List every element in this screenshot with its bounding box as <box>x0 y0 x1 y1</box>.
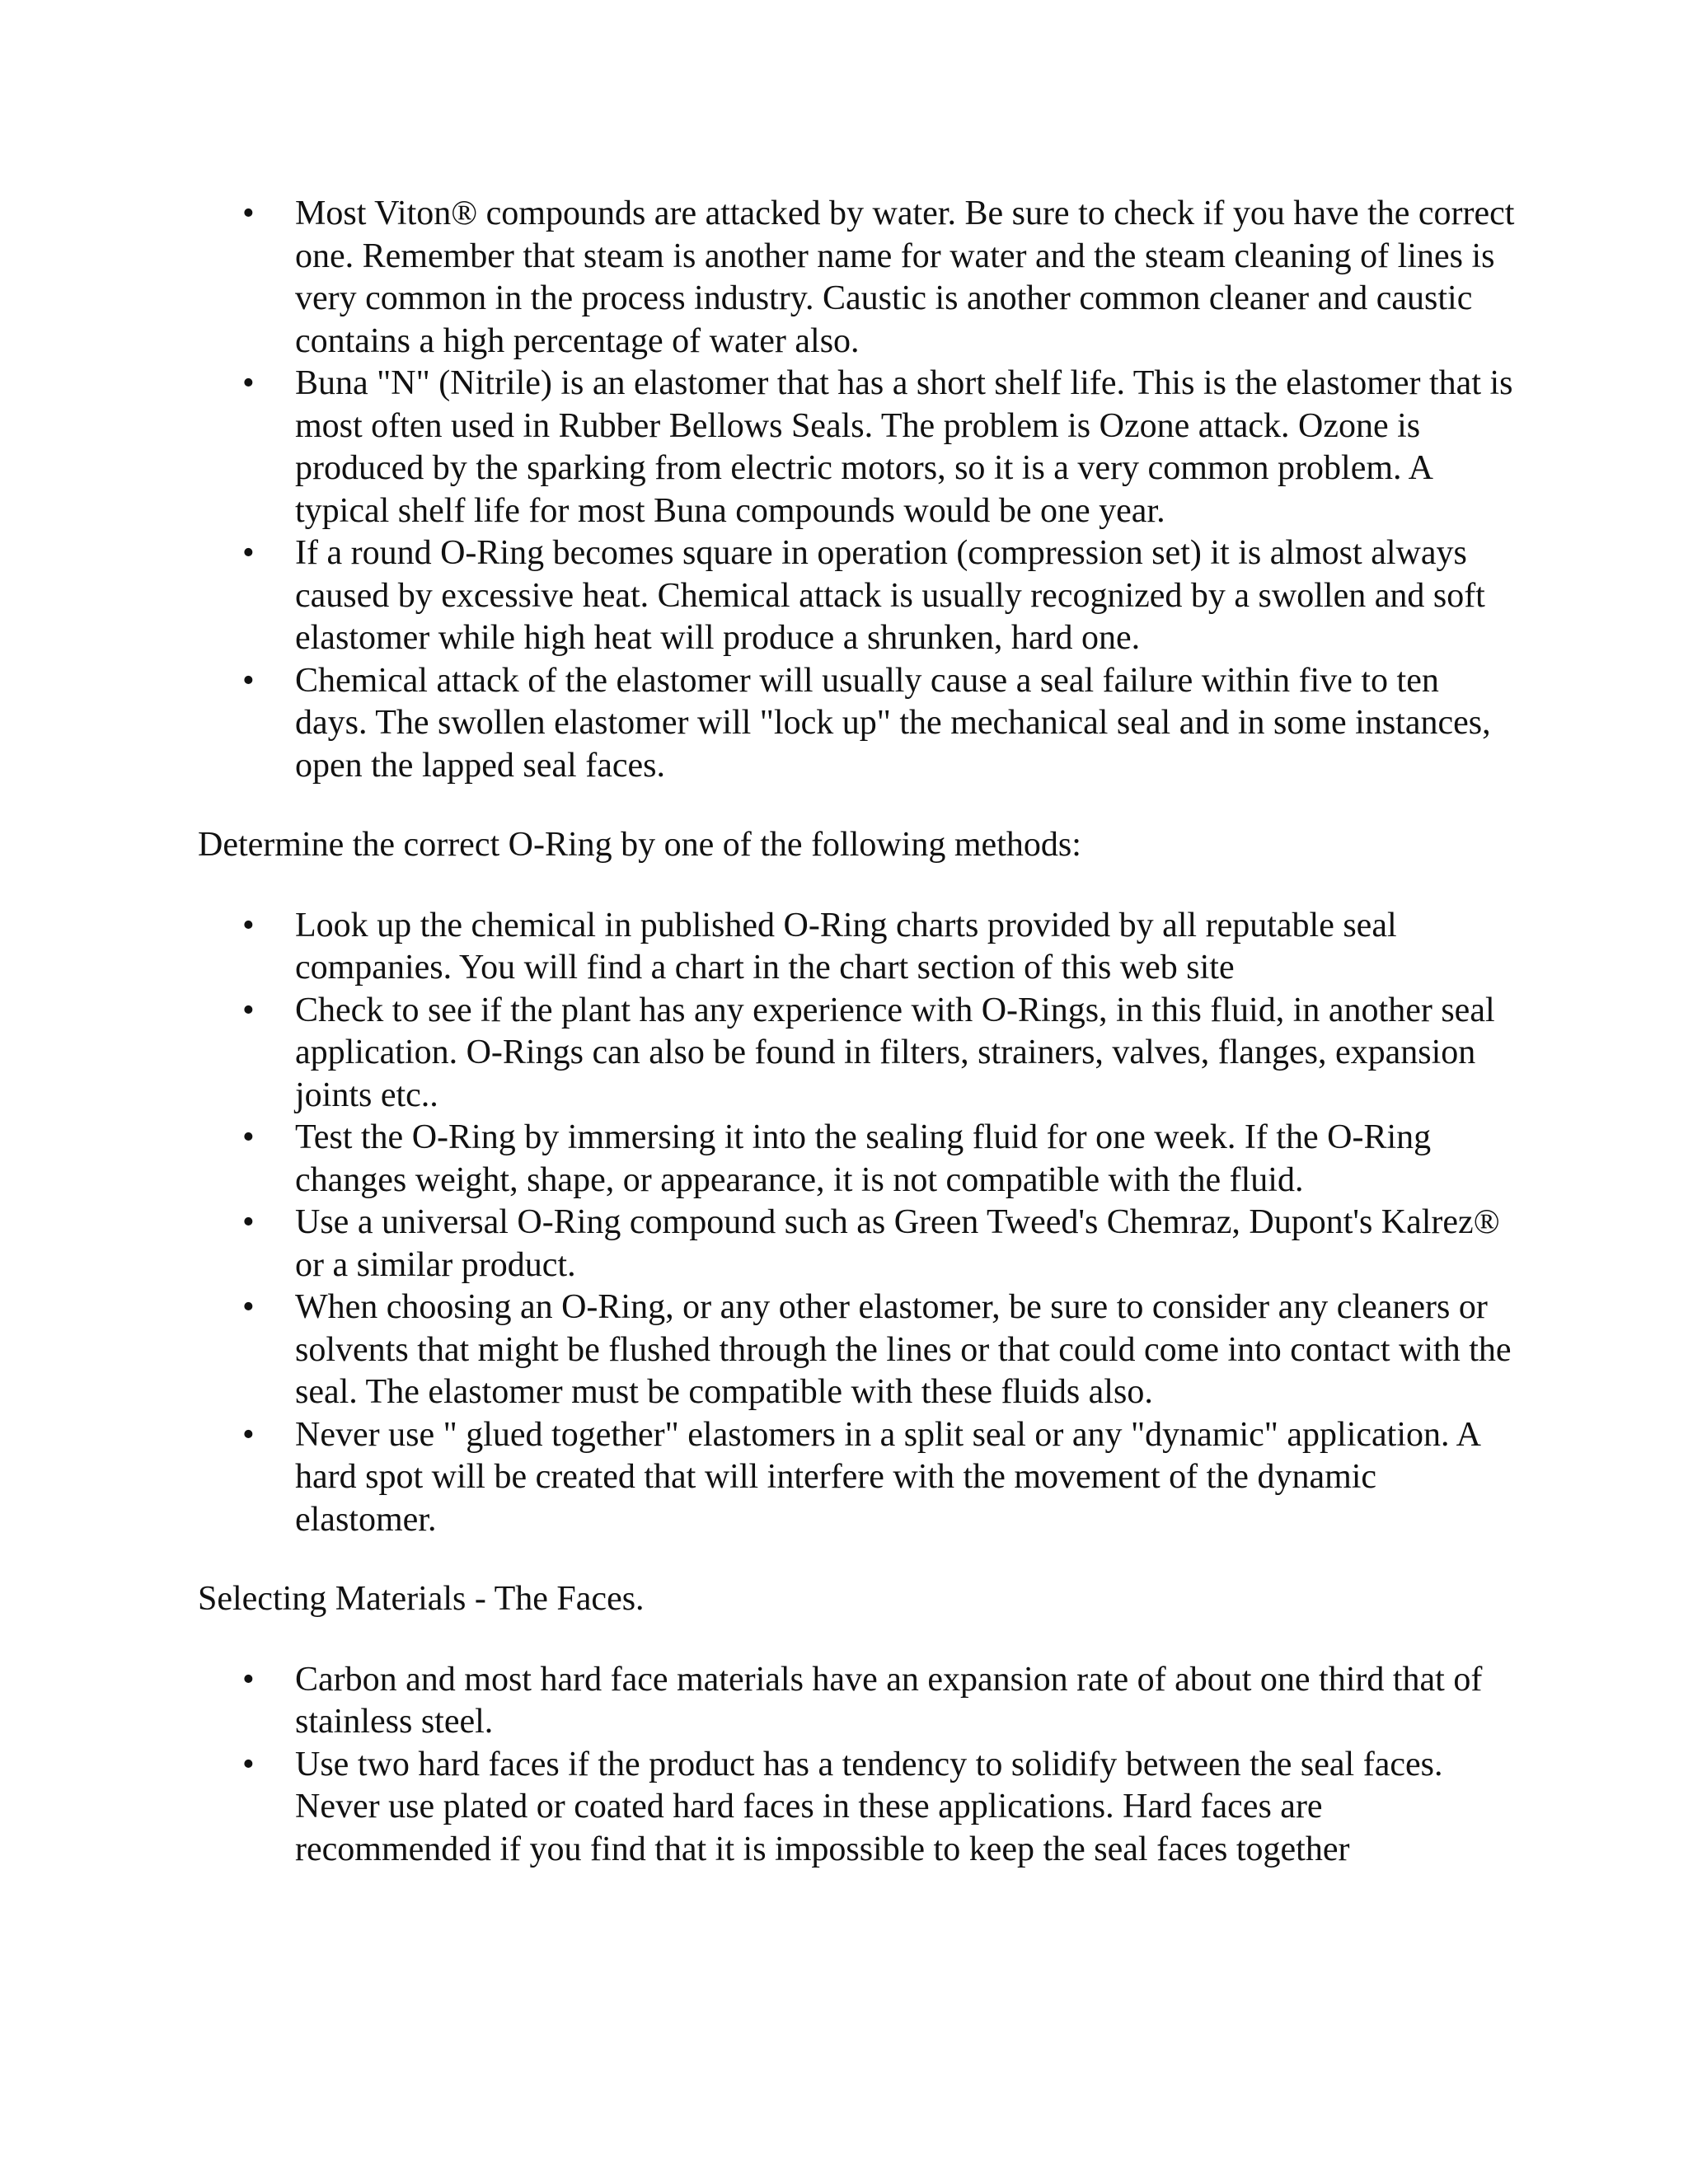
list-item-text: Carbon and most hard face materials have an expansion rate of about one third that of stainless steel. <box>295 1660 1483 1741</box>
list-item-text: Test the O-Ring by immersing it into the sealing fluid for one week. If the O-Ring changes weight, shape, or appearance, it is not compatible with the fluid. <box>295 1118 1432 1199</box>
list-item <box>198 990 1517 1118</box>
list-item <box>198 905 1517 990</box>
list-item <box>198 660 1517 788</box>
bullet-icon: • <box>242 1203 255 1241</box>
list-item-text: When choosing an O-Ring, or any other elastomer, be sure to consider any cleaners or solvents that might be flushed through the lines or that could come into contact with the seal. The elastomer must be compatible with these fluids also. <box>295 1288 1512 1411</box>
oring-methods-intro: Determine the correct O-Ring by one of the following methods: <box>198 826 1081 864</box>
list-item-text: Use a universal O-Ring compound such as Green Tweed's Chemraz, Dupont's Kalrez® or a similar product. <box>295 1203 1500 1284</box>
list-item <box>198 1414 1517 1542</box>
list-item-text: Never use " glued together" elastomers in a split seal or any "dynamic" application. A hard spot will be created that will interfere with the movement of the dynamic elastomer. <box>295 1415 1479 1539</box>
bullet-icon: • <box>242 1288 255 1326</box>
list-item-text: Use two hard faces if the product has a tendency to solidify between the seal faces. Never use plated or coated hard faces in these applications. Hard faces are recommended if you find that it is impossible to keep the seal faces together <box>295 1745 1443 1868</box>
bullet-icon: • <box>242 194 255 232</box>
bullet-icon: • <box>242 661 255 700</box>
elastomer-notes-list <box>198 193 1517 787</box>
bullet-icon: • <box>242 534 255 572</box>
list-item <box>198 1202 1517 1286</box>
bullet-icon: • <box>242 1660 255 1699</box>
list-item <box>198 1659 1517 1744</box>
list-item-text: Check to see if the plant has any experience with O-Rings, in this fluid, in another seal application. O-Rings can also be found in filters, strainers, valves, flanges, expansion joints etc.. <box>295 991 1495 1114</box>
list-item-text: Look up the chemical in published O-Ring charts provided by all reputable seal companies. You will find a chart in the chart section of this web site <box>295 906 1397 987</box>
list-item <box>198 532 1517 660</box>
bullet-icon: • <box>242 1745 255 1783</box>
oring-methods-list <box>198 905 1517 1542</box>
list-item <box>198 193 1517 363</box>
bullet-icon: • <box>242 991 255 1029</box>
list-item-text: If a round O-Ring becomes square in operation (compression set) it is almost always caused by excessive heat. Chemical attack is usually recognized by a swollen and soft elastomer while high heat will produce a shrunken, hard one. <box>295 534 1485 657</box>
document-content <box>198 193 1517 1871</box>
bullet-icon: • <box>242 1415 255 1454</box>
list-item <box>198 1286 1517 1414</box>
bullet-icon: • <box>242 364 255 402</box>
faces-notes-list <box>198 1659 1517 1872</box>
list-item-text: Most Viton® compounds are attacked by water. Be sure to check if you have the correct one. Remember that steam is another name for water and the steam cleaning of lines is very common in the process industry. Caustic is another common cleaner and caustic contains a high percentage of water also. <box>295 194 1515 360</box>
bullet-icon: • <box>242 1118 255 1156</box>
list-item-text: Buna "N" (Nitrile) is an elastomer that has a short shelf life. This is the elastomer that is most often used in Rubber Bellows Seals. The problem is Ozone attack. Ozone is produced by the sparking from electric motors, so it is a very common problem. A typical shelf life for most Buna compounds would be one year. <box>295 364 1513 530</box>
list-item <box>198 363 1517 532</box>
list-item <box>198 1117 1517 1202</box>
faces-section-heading: Selecting Materials - The Faces. <box>198 1580 645 1618</box>
list-item <box>198 1744 1517 1872</box>
bullet-icon: • <box>242 906 255 944</box>
list-item-text: Chemical attack of the elastomer will usually cause a seal failure within five to ten days. The swollen elastomer will "lock up" the mechanical seal and in some instances, open the lapped seal faces. <box>295 661 1491 785</box>
